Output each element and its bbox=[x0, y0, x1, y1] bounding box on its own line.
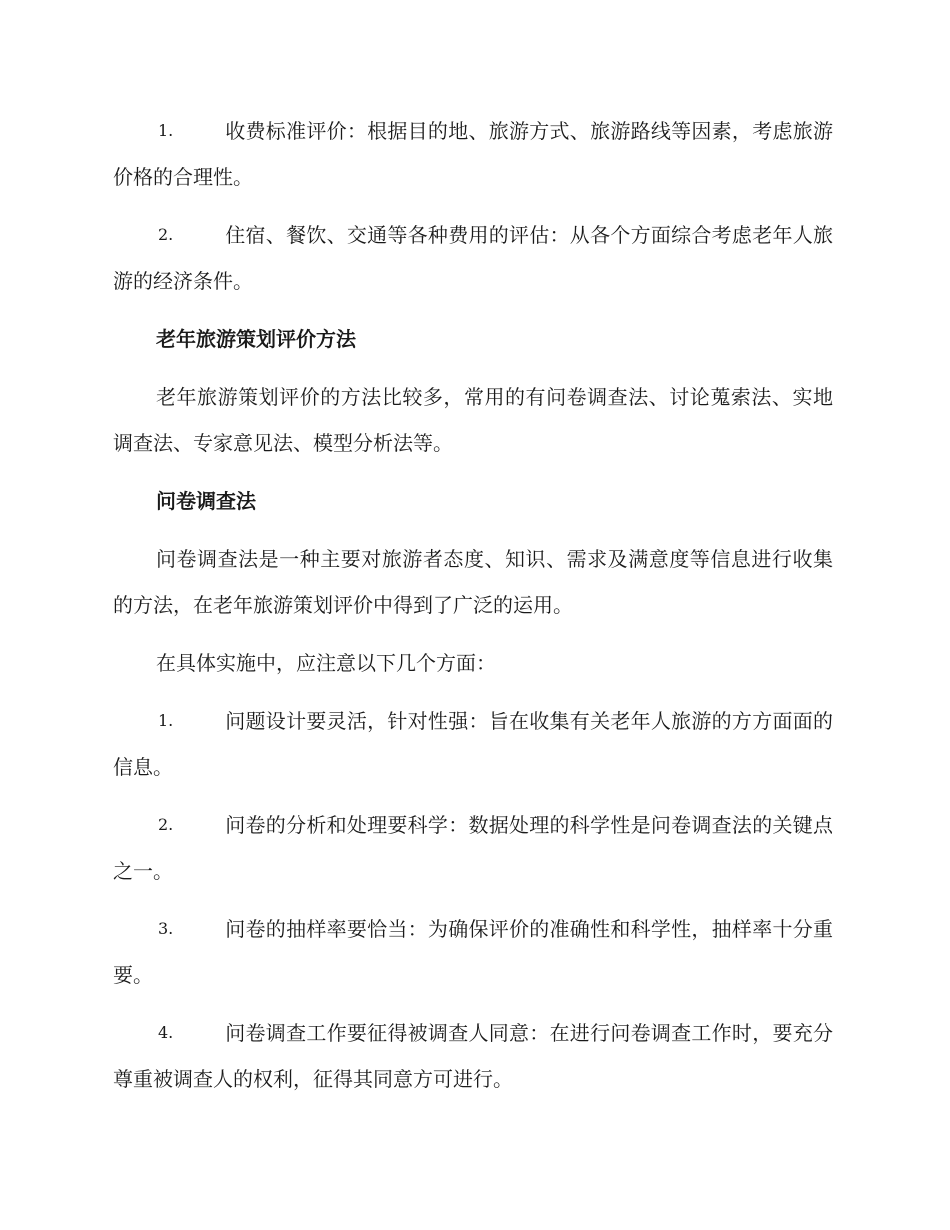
list-item-analysis bbox=[113, 802, 833, 894]
list-number: 3. bbox=[158, 919, 174, 938]
list-number: 2. bbox=[158, 815, 174, 834]
paragraph-implementation-intro: 在具体实施中，应注意以下几个方面： bbox=[156, 651, 496, 675]
list-item-text: 问卷调查工作要征得被调查人同意：在进行问卷调查工作时，要充分尊重被调查人的权利，征得其同意方可进行。 bbox=[113, 1021, 833, 1091]
section-heading-evaluation-methods: 老年旅游策划评价方法 bbox=[156, 327, 356, 351]
list-number: 2. bbox=[158, 225, 174, 244]
list-item-text: 住宿、餐饮、交通等各种费用的评估：从各个方面综合考虑老年人旅游的经济条件。 bbox=[113, 223, 833, 293]
list-item-text: 收费标准评价：根据目的地、旅游方式、旅游路线等因素，考虑旅游价格的合理性。 bbox=[113, 119, 833, 189]
list-number: 4. bbox=[158, 1023, 174, 1042]
list-item-text: 问卷的分析和处理要科学：数据处理的科学性是问卷调查法的关键点之一。 bbox=[113, 813, 833, 883]
list-item-text: 问卷的抽样率要恰当：为确保评价的准确性和科学性，抽样率十分重要。 bbox=[113, 917, 833, 987]
list-item-text: 问题设计要灵活，针对性强：旨在收集有关老年人旅游的方方面面的信息。 bbox=[113, 709, 833, 779]
list-item-consent bbox=[113, 1010, 833, 1102]
paragraph-methods-overview: 老年旅游策划评价的方法比较多，常用的有问卷调查法、讨论蒐索法、实地调查法、专家意见法、模型分析法等。 bbox=[113, 385, 833, 455]
list-item-fee-standard bbox=[113, 108, 833, 200]
list-item-sampling-rate bbox=[113, 906, 833, 998]
list-number: 1. bbox=[158, 711, 174, 730]
list-number: 1. bbox=[158, 121, 174, 140]
list-item-question-design bbox=[113, 698, 833, 790]
document-page bbox=[113, 108, 833, 1114]
section-heading-questionnaire: 问卷调查法 bbox=[156, 489, 256, 513]
paragraph-questionnaire-definition: 问卷调查法是一种主要对旅游者态度、知识、需求及满意度等信息进行收集的方法，在老年旅游策划评价中得到了广泛的运用。 bbox=[113, 547, 833, 617]
list-item-cost-evaluation bbox=[113, 212, 833, 304]
